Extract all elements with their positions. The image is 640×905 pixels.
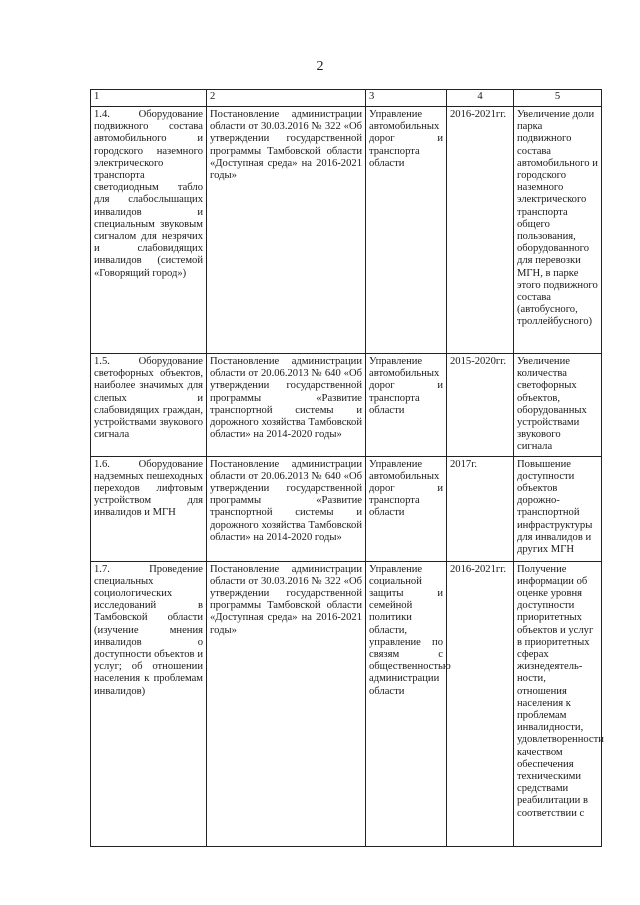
measure-cell: 1.5. Оборудование светофорных объектов, наиболее значимых для слепых и слабовидящих граждан, устройствами звукового сигнала [91, 354, 207, 457]
table-row [91, 107, 602, 354]
executor-cell: Управление автомобильных дорог и транспорта области [366, 456, 447, 561]
header-col-5: 5 [514, 90, 602, 107]
executor-cell: Управление автомобильных дорог и транспорта области [366, 354, 447, 457]
header-col-3: 3 [366, 90, 447, 107]
term-cell: 2016-2021гг. [447, 107, 514, 354]
page-number: 2 [316, 59, 324, 74]
legal-basis-cell: Постановление администрации области от 30.03.2016 № 322 «Об утверждении государственной программы Тамбовской области «Доступная среда» на 2016-2021 годы» [207, 107, 366, 354]
term-cell: 2015-2020гг. [447, 354, 514, 457]
measure-cell: 1.4. Оборудование подвижного состава автомобильного и городского наземного электрического транспорта светодиодным табло для слабослышащих инвалидов и специальным звуковым сигналом для незрячих и слабовидящих инвалидов (системой «Говорящий город») [91, 107, 207, 354]
executor-cell: Управление социальной защиты и семейной политики области, управление по связям с общественностью администрации области [366, 561, 447, 846]
result-cell: Увеличение доли парка подвижного состава автомобильного и городского наземного электрического транспорта общего пользования, оборудованного для перевозки МГН, в парке этого подвижного состава (автобусного, троллейбусного) [514, 107, 602, 354]
measure-cell: 1.7. Проведение специальных социологических исследований в Тамбовской области (изучение мнения инвалидов о доступности объектов и услуг; об отношении населения к проблемам инвалидов) [91, 561, 207, 846]
legal-basis-cell: Постановление администрации области от 20.06.2013 № 640 «Об утверждении государственной программы «Развитие транспортной системы и дорожного хозяйства Тамбовской области» на 2014-2020 годы» [207, 456, 366, 561]
legal-basis-cell: Постановление администрации области от 30.03.2016 № 322 «Об утверждении государственной программы Тамбовской области «Доступная среда» на 2016-2021 годы» [207, 561, 366, 846]
table-row [91, 354, 602, 457]
term-cell: 2017г. [447, 456, 514, 561]
table-row [91, 561, 602, 846]
measure-cell: 1.6. Оборудование надземных пешеходных переходов лифтовым устройством для инвалидов и МГН [91, 456, 207, 561]
header-col-1: 1 [91, 90, 207, 107]
header-col-4: 4 [447, 90, 514, 107]
table-header-row [91, 90, 602, 107]
executor-cell: Управление автомобильных дорог и транспорта области [366, 107, 447, 354]
header-col-2: 2 [207, 90, 366, 107]
term-cell: 2016-2021гг. [447, 561, 514, 846]
measures-table [90, 89, 602, 847]
result-cell: Повышение доступности объектов дорожно-транспортной инфраструктуры для инвалидов и других МГН [514, 456, 602, 561]
legal-basis-cell: Постановление администрации области от 20.06.2013 № 640 «Об утверждении государственной программы «Развитие транспортной системы и дорожного хозяйства Тамбовской области» на 2014-2020 годы» [207, 354, 366, 457]
table-row [91, 456, 602, 561]
result-cell: Увеличение количества светофорных объектов, оборудованных устройствами звукового сигнала [514, 354, 602, 457]
result-cell: Получение информации об оценке уровня доступности приоритетных объектов и услуг в приоритетных сферах жизнедеятель-ности, отношения населения к проблемам инвалидности, удовлетворенности качеством обеспечения техническими средствами реабилитации в соответствии с [514, 561, 602, 846]
